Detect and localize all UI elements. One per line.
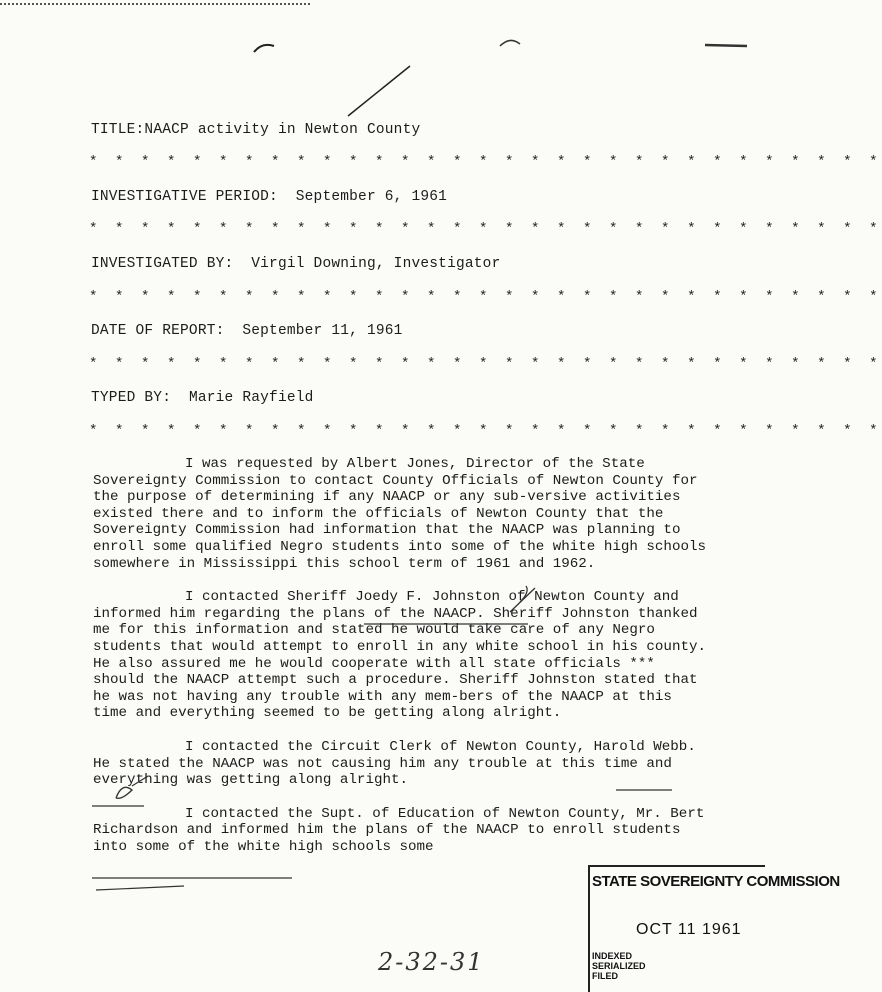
investigator-value: Virgil Downing, Investigator	[251, 256, 501, 272]
title-line	[91, 122, 420, 138]
separator-5: * * * * * * * * * * * * * * * * * * * * * * * * * * * * * * *	[89, 423, 882, 439]
handwritten-check-mark	[340, 62, 420, 122]
stamp-serialized: SERIALIZED	[592, 961, 646, 971]
handwritten-underline-johnston	[360, 582, 540, 632]
top-stroke-right	[703, 40, 749, 50]
paragraph-circuit-clerk: I contacted the Circuit Clerk of Newton County, Harold Webb. He stated the NAACP was not causing him any trouble at this time and everything was getting along alright.	[93, 738, 696, 789]
top-stroke-mid	[498, 36, 522, 48]
title-label: TITLE:	[91, 122, 145, 138]
report-date-label: DATE OF REPORT:	[91, 323, 225, 339]
typed-by-value: Marie Rayfield	[188, 390, 314, 406]
period-line	[91, 189, 447, 205]
handwritten-underline-webb	[92, 772, 682, 812]
separator-2: * * * * * * * * * * * * * * * * * * * * * * * * * * * * * * *	[89, 221, 882, 237]
top-stroke-left	[252, 40, 276, 54]
period-label: INVESTIGATIVE PERIOD:	[91, 189, 278, 205]
separator-3: * * * * * * * * * * * * * * * * * * * * * * * * * * * * * * *	[89, 289, 882, 305]
investigator-line	[91, 256, 501, 272]
handwritten-file-number: 2-32-31	[378, 948, 485, 976]
handwritten-underline-richardson	[92, 856, 302, 892]
paragraph-supt-education: I contacted the Supt. of Education of Newton County, Mr. Bert Richardson and informed him the plans of the NAACP to enroll students into some of the white high schools some	[93, 805, 705, 855]
report-date-value: September 11, 1961	[242, 323, 403, 339]
paragraph-sheriff: I contacted Sheriff Joedy F. Johnston of Newton County and informed him regarding the plans of the NAACP. Sheriff Johnston thanked me for this information and stated he would take care of any Negro students that would attempt to enroll in any white school in his county. He also assured me he would cooperate with all state officials *** should the NAACP attempt such a procedure. Sheriff Johnston stated that he was not having any trouble with any mem-bers of the NAACP at this time and everything seemed to be getting along alright.	[93, 589, 706, 722]
stamp-indexed: INDEXED	[592, 951, 633, 961]
separator-1: * * * * * * * * * * * * * * * * * * * * * * * * * * * * * * *	[89, 154, 882, 170]
investigator-label: INVESTIGATED BY:	[91, 256, 234, 272]
title-value: NAACP activity in Newton County	[144, 122, 421, 138]
typed-by-label: TYPED BY:	[91, 390, 172, 406]
report-date-line	[91, 323, 403, 339]
stamp-filed: FILED	[592, 971, 618, 981]
stamp-title: STATE SOVEREIGNTY COMMISSION	[592, 873, 840, 890]
period-value: September 6, 1961	[295, 189, 448, 205]
typed-by-line	[91, 390, 314, 406]
paragraph-request: I was requested by Albert Jones, Director of the State Sovereignty Commission to contact County Officials of Newton County for the purpose of determining if any NAACP or any sub-versive activities existed there and to inform the officials of Newton County that the Sovereignty Commission had information that the NAACP was planning to enroll some qualified Negro students into some of the white high schools somewhere in Mississippi this school term of 1961 and 1962.	[93, 456, 706, 572]
sovereignty-commission-stamp	[588, 865, 840, 992]
separator-4: * * * * * * * * * * * * * * * * * * * * * * * * * * * * * * *	[89, 356, 882, 372]
stamp-date: OCT 11 1961	[636, 921, 742, 938]
top-edge-dots	[0, 0, 310, 5]
